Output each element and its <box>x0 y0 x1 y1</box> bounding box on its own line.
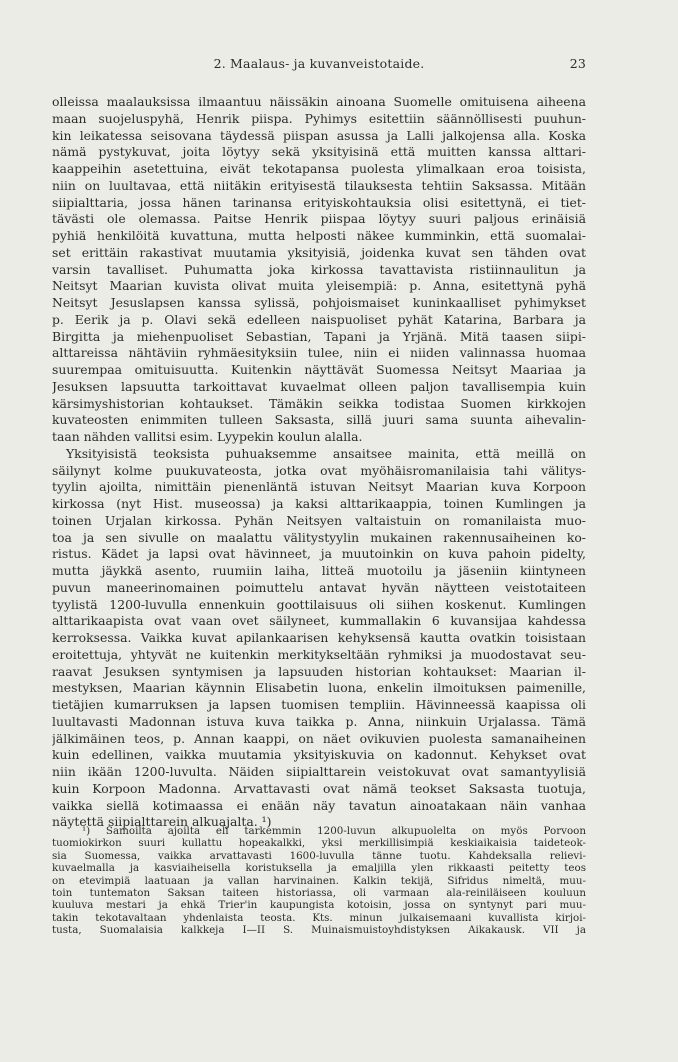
chapter-title: 2. Maalaus- ja kuvanveistotaide. <box>213 56 425 71</box>
footnote-line: tusta, Suomalaisia kalkkeja I—II S. Muinaismuistoyhdistyksen Aikakausk. VII ja <box>52 924 586 937</box>
text-line: alttarikaapista ovat vaan ovet säilyneet, kummallakin 6 kuvansijaa kahdessa <box>52 613 586 629</box>
text-line: Birgitta ja miehenpuoliset Sebastian, Tapani ja Yrjänä. Mitä taasen siipi- <box>52 328 586 344</box>
footnote <box>52 825 586 937</box>
text-line: tävästi ole olemassa. Paitse Henrik piispaa löytyy suuri paljous erinäisiä <box>52 211 586 227</box>
text-line: Neitsyt Jesuslapsen kanssa sylissä, pohjoismaiset kuninkaalliset pyhimykset <box>52 295 586 310</box>
text-line: kirkossa (nyt Hist. museossa) ja kaksi alttarikaappia, toinen Kumlingen ja <box>52 496 586 511</box>
page-number: 23 <box>569 56 586 71</box>
text-line: kaappeihin asetettuina, eivät tekotapansa puolesta ylimalkaan eroa toisista, <box>52 161 586 176</box>
text-line: set erittäin rakastivat muutamia yksityisiä, joidenka kuvat sen tähden ovat <box>52 244 586 260</box>
body-text <box>52 94 586 831</box>
text-line: Jesuksen lapsuutta tarkoittavat kuvaelmat olleen paljon tavallisempia kuin <box>52 378 586 394</box>
footnote-line: sia Suomessa, vaikka arvattavasti 1600-luvulla tänne tuotu. Kahdeksalla relievi- <box>52 849 586 862</box>
text-line: eroitettuja, yhtyvät ne kuitenkin merkitykseltään ryhmiksi ja muodostavat seu- <box>52 646 586 662</box>
text-line: maan suojeluspyhä, Henrik piispa. Pyhimys esitettiin säännöllisesti puuhun- <box>52 110 586 126</box>
text-line: p. Eerik ja p. Olavi sekä edelleen naispuoliset pyhät Katarina, Barbara ja <box>52 311 586 327</box>
footnote-line: kuvaelmalla ja kasviaiheisella koristuksella ja emaljilla ylen rikkaasti peitetty teos <box>52 862 586 875</box>
text-line: mestyksen, Maarian käynnin Elisabetin luona, enkelin ilmoituksen paimenille, <box>52 680 586 696</box>
text-line: tietäjien kumarruksen ja lapsen tuomisen templiin. Hävinneessä kaapissa oli <box>52 697 586 712</box>
text-line: pyhiä henkilöitä kuvattuna, mutta helposti näkee kumminkin, että suomalai- <box>52 228 586 243</box>
text-line: kerroksessa. Vaikka kuvat apilankaarisen kehyksensä kautta ovatkin toisistaan <box>52 630 586 645</box>
text-line: näytettä siipialttarein alkuajalta. ¹) <box>52 814 272 830</box>
text-line: puvun maneerinomainen poimuttelu antavat hyvän näytteen veistotaiteen <box>52 579 586 595</box>
text-line: taan nähden vallitsi esim. Lyypekin koulun alalla. <box>52 429 363 444</box>
footnote-line: kuuluva mestari ja ehkä Trier'in kaupungista kotoisin, jossa on syntynyt pari muu- <box>52 899 586 912</box>
text-line: säilynyt kolme puukuvateosta, jotka ovat myöhäisromanilaisia tahi välitys- <box>52 462 586 478</box>
text-line: tyylin ajoilta, nimittäin pienenläntä istuvan Neitsyt Maarian kuva Korpoon <box>52 479 586 495</box>
footnote-line: ¹) Samoilta ajoilta eli tarkemmin 1200-luvun alkupuolelta on myös Porvoon <box>82 825 586 837</box>
footnote-line: on etevimpiä laatuaan ja vallan harvinainen. Kalkin tekijä, Sifridus nimeltä, muu- <box>52 874 586 887</box>
text-line: vaikka siellä kotimaassa ei enään näy tavatun ainoatakaan näin vanhaa <box>52 797 586 813</box>
text-line: mutta jäykkä asento, ruumiin laiha, litteä muotoilu ja jäseniin kiintyneen <box>52 563 586 578</box>
text-line: niin on luultavaa, että niitäkin erityisestä tilauksesta tehtiin Saksassa. Mitään <box>52 177 586 193</box>
text-line: siipialttaria, jossa hänen tarinansa erityiskohtauksia olisi esitettynä, ei tiet- <box>52 194 586 210</box>
text-line: raavat Jesuksen syntymisen ja lapsuuden historian kohtaukset: Maarian il- <box>52 663 586 679</box>
footnote-line: takin tekotavaltaan yhdenlaista teosta. Kts. minun julkaisemaani kuvallista kirjoi- <box>52 911 586 924</box>
text-line: niin ikään 1200-luvulta. Näiden siipialttarein veistokuvat ovat samantyylisiä <box>52 764 586 779</box>
text-line: varsin tavalliset. Puhumatta joka kirkossa tavattavista ristiinnaulitun ja <box>52 261 586 277</box>
running-header <box>52 56 586 72</box>
text-line: ristus. Kädet ja lapsi ovat hävinneet, ja muutoinkin on kuva pahoin pidelty, <box>52 546 586 562</box>
text-line: kärsimyshistorian kohtaukset. Tämäkin seikka todistaa Suomen kirkkojen <box>52 395 586 411</box>
text-line: Neitsyt Maarian kuvista olivat muita yleisempiä: p. Anna, esitettynä pyhä <box>52 278 586 294</box>
text-line: toinen Urjalan kirkossa. Pyhän Neitsyen valtaistuin on romanilaista muo- <box>52 512 586 528</box>
text-line: tyylistä 1200-luvulla ennenkuin goottilaisuus oli siihen koskenut. Kumlingen <box>52 596 586 612</box>
text-line: alttareissa nähtäviin ryhmäesityksiin tulee, niin ei niiden valinnassa huomaa <box>52 345 586 361</box>
text-line: toa ja sen sivulle on maalattu välitystyylin mukainen rakennusaiheinen ko- <box>52 529 586 545</box>
text-line: suurempaa omituisuutta. Kuitenkin näyttävät Suomessa Neitsyt Maariaa ja <box>52 362 586 377</box>
footnote-line: toin tuntematon Saksan taiteen historiassa, oli varmaan ala-reiniläiseen kouluun <box>52 886 586 899</box>
text-line: nämä pystykuvat, joita löytyy sekä yksityisinä että muitten kanssa alttari- <box>52 144 586 160</box>
text-line: luultavasti Madonnan istuva kuva taikka p. Anna, niinkuin Urjalassa. Tämä <box>52 713 586 729</box>
text-line: kuvateosten enimmiten tulleen Saksasta, sillä juuri sama suunta aihevalin- <box>52 412 586 428</box>
text-line: kin leikatessa seisovana täydessä piispan asussa ja Lalli jalkojensa alla. Koska <box>52 127 586 143</box>
text-line: kuin edellinen, vaikka muutamia yksityiskuvia on kadonnut. Kehykset ovat <box>52 747 586 763</box>
footnote-line: tuomiokirkon suuri kullattu hopeakalkki, yksi merkillisimpiä keskiaikaisia taideteok- <box>52 837 586 850</box>
text-line: kuin Korpoon Madonna. Arvattavasti ovat nämä teokset Saksasta tuotuja, <box>52 780 586 796</box>
text-line: olleissa maalauksissa ilmaantuu näissäkin ainoana Suomelle omituisena aiheena <box>52 94 586 109</box>
text-line: Yksityisistä teoksista puhuaksemme ansaitsee mainita, että meillä on <box>66 445 586 461</box>
text-line: jälkimäinen teos, p. Annan kaappi, on näet ovikuvien puolesta samanaiheinen <box>52 730 586 746</box>
